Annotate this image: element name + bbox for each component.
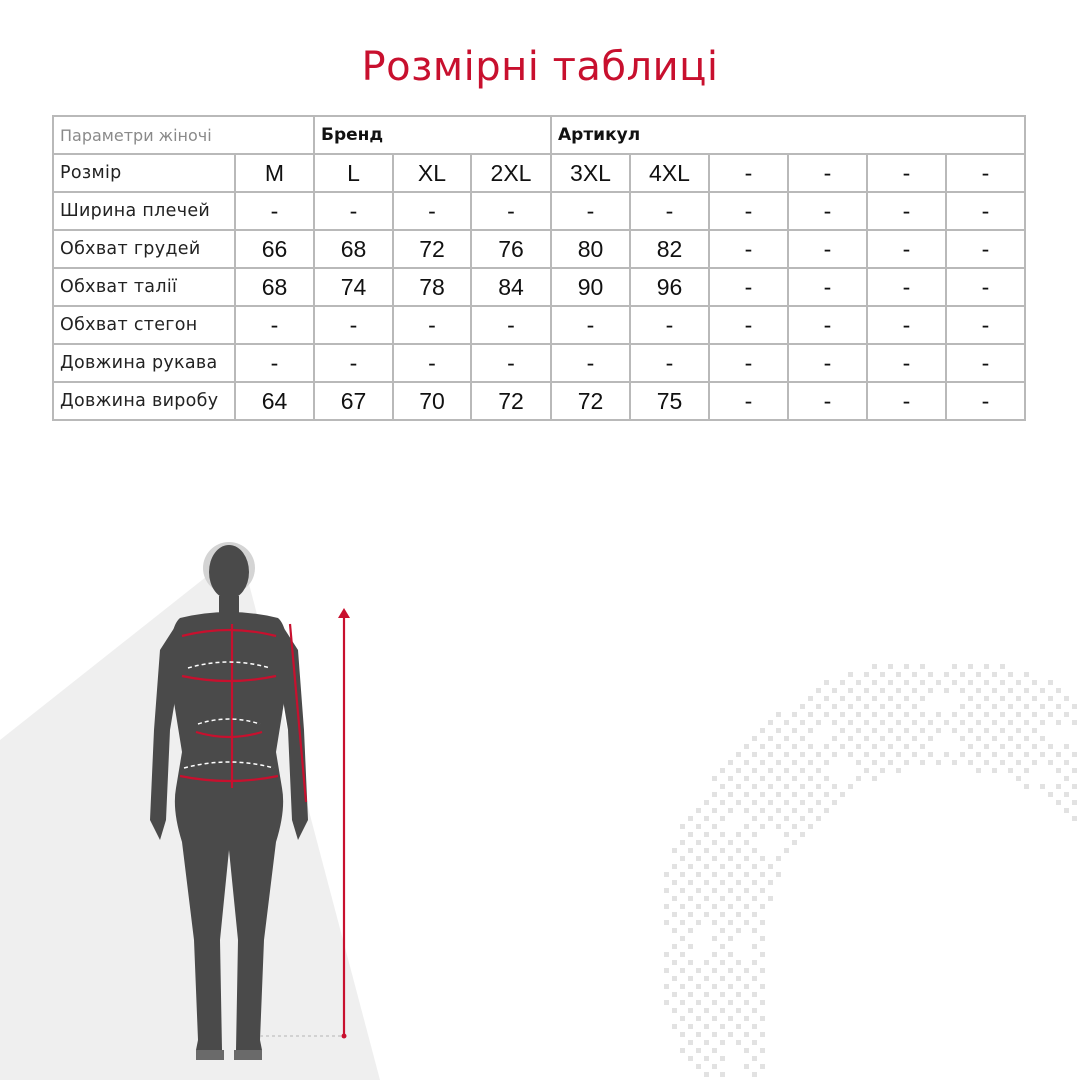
- brand-header: Бренд: [314, 116, 551, 154]
- table-cell: L: [314, 154, 393, 192]
- size-table: [52, 115, 1026, 421]
- table-cell: -: [867, 230, 946, 268]
- row-label: Довжина рукава: [53, 344, 235, 382]
- table-cell: XL: [393, 154, 471, 192]
- table-cell: -: [551, 344, 630, 382]
- table-cell: 96: [630, 268, 709, 306]
- table-cell: 80: [551, 230, 630, 268]
- table-cell: -: [709, 154, 788, 192]
- table-cell: 2XL: [471, 154, 551, 192]
- table-row: [53, 382, 1025, 420]
- table-cell: 67: [314, 382, 393, 420]
- table-cell: -: [630, 344, 709, 382]
- table-cell: 76: [471, 230, 551, 268]
- row-label: Розмір: [53, 154, 235, 192]
- table-cell: -: [709, 306, 788, 344]
- table-row: [53, 344, 1025, 382]
- table-cell: -: [946, 154, 1025, 192]
- table-cell: -: [788, 192, 867, 230]
- table-cell: 78: [393, 268, 471, 306]
- table-row: [53, 192, 1025, 230]
- table-cell: -: [946, 192, 1025, 230]
- table-cell: -: [709, 268, 788, 306]
- table-cell: 72: [551, 382, 630, 420]
- table-row: [53, 306, 1025, 344]
- table-cell: -: [393, 306, 471, 344]
- row-label: Обхват грудей: [53, 230, 235, 268]
- table-cell: -: [393, 192, 471, 230]
- table-cell: -: [946, 230, 1025, 268]
- table-cell: 70: [393, 382, 471, 420]
- table-cell: -: [235, 344, 314, 382]
- page-title: Розмірні таблиці: [361, 44, 719, 90]
- table-cell: -: [946, 344, 1025, 382]
- table-cell: -: [630, 192, 709, 230]
- table-cell: -: [709, 344, 788, 382]
- arrow-up-icon: [338, 608, 350, 618]
- table-cell: 74: [314, 268, 393, 306]
- table-cell: M: [235, 154, 314, 192]
- table-cell: -: [235, 306, 314, 344]
- table-cell: 68: [235, 268, 314, 306]
- row-label: Обхват стегон: [53, 306, 235, 344]
- table-cell: -: [471, 192, 551, 230]
- table-cell: -: [551, 306, 630, 344]
- table-cell: -: [946, 306, 1025, 344]
- table-cell: 64: [235, 382, 314, 420]
- table-cell: 68: [314, 230, 393, 268]
- table-row: [53, 268, 1025, 306]
- ornament-pattern-icon: [640, 640, 1080, 1080]
- table-cell: -: [235, 192, 314, 230]
- table-cell: -: [314, 344, 393, 382]
- table-cell: 82: [630, 230, 709, 268]
- table-cell: -: [867, 154, 946, 192]
- table-cell: -: [471, 344, 551, 382]
- table-cell: -: [471, 306, 551, 344]
- table-cell: 3XL: [551, 154, 630, 192]
- table-cell: -: [393, 344, 471, 382]
- table-cell: -: [788, 382, 867, 420]
- table-cell: -: [867, 344, 946, 382]
- table-cell: 66: [235, 230, 314, 268]
- table-cell: -: [788, 306, 867, 344]
- table-cell: -: [867, 192, 946, 230]
- arrow-base-icon: [342, 1034, 347, 1039]
- row-label: Обхват талії: [53, 268, 235, 306]
- table-row: [53, 230, 1025, 268]
- table-cell: 75: [630, 382, 709, 420]
- table-cell: -: [709, 230, 788, 268]
- table-cell: 4XL: [630, 154, 709, 192]
- table-header-row: [53, 116, 1025, 154]
- table-cell: -: [867, 306, 946, 344]
- row-label: Довжина виробу: [53, 382, 235, 420]
- row-label: Ширина плечей: [53, 192, 235, 230]
- table-cell: -: [788, 154, 867, 192]
- table-cell: -: [788, 344, 867, 382]
- table-cell: -: [709, 192, 788, 230]
- table-cell: -: [314, 192, 393, 230]
- table-cell: -: [314, 306, 393, 344]
- table-cell: -: [551, 192, 630, 230]
- table-cell: -: [946, 382, 1025, 420]
- table-cell: 72: [393, 230, 471, 268]
- table-cell: -: [788, 230, 867, 268]
- table-cell: -: [867, 382, 946, 420]
- body-measurement-figure: [0, 520, 380, 1080]
- table-cell: -: [946, 268, 1025, 306]
- params-header: Параметри жіночі: [53, 116, 314, 154]
- table-cell: 72: [471, 382, 551, 420]
- table-cell: -: [709, 382, 788, 420]
- table-cell: -: [788, 268, 867, 306]
- table-cell: -: [630, 306, 709, 344]
- table-cell: 90: [551, 268, 630, 306]
- table-cell: -: [867, 268, 946, 306]
- article-header: Артикул: [551, 116, 1025, 154]
- table-cell: 84: [471, 268, 551, 306]
- table-row: [53, 154, 1025, 192]
